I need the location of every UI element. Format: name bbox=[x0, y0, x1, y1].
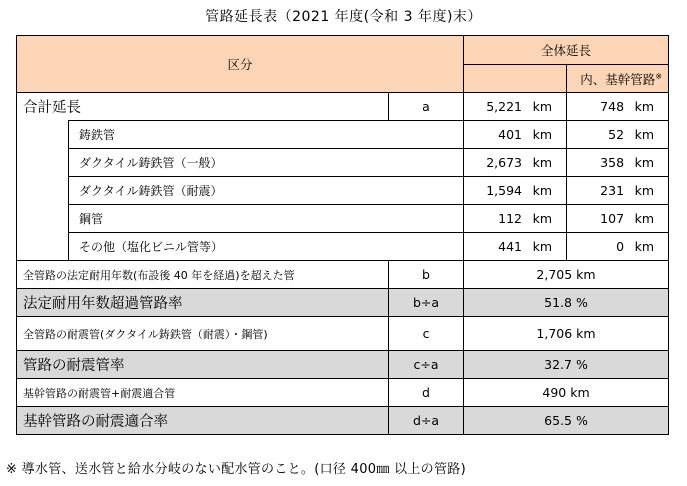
metric-value: 65.5 % bbox=[464, 407, 669, 435]
metric-code: c÷a bbox=[389, 351, 464, 379]
header-row bbox=[17, 36, 669, 65]
total-length-cell: 5,221 km bbox=[464, 93, 567, 121]
row-label: その他（塩化ビニル管等） bbox=[69, 233, 464, 261]
pipeline-length-table bbox=[16, 35, 669, 435]
table-row bbox=[17, 205, 669, 233]
table-row bbox=[17, 177, 669, 205]
trunk-length-cell: 748 km bbox=[567, 93, 669, 121]
metric-code: d÷a bbox=[389, 407, 464, 435]
indent-cell bbox=[17, 149, 69, 177]
row-label: 鋳鉄管 bbox=[69, 121, 464, 149]
metric-value: 1,706 km bbox=[464, 317, 669, 351]
metric-row bbox=[17, 289, 669, 317]
header-blank-cell bbox=[464, 65, 567, 93]
metric-value: 490 km bbox=[464, 379, 669, 407]
metric-row bbox=[17, 407, 669, 435]
table-row bbox=[17, 121, 669, 149]
row-label: ダクタイル鋳鉄管（耐震） bbox=[69, 177, 464, 205]
metric-value: 51.8 % bbox=[464, 289, 669, 317]
metric-row bbox=[17, 379, 669, 407]
table-row bbox=[17, 233, 669, 261]
metric-code: b÷a bbox=[389, 289, 464, 317]
metric-code: c bbox=[389, 317, 464, 351]
trunk-length-cell: 0 km bbox=[567, 233, 669, 261]
trunk-length-cell: 52 km bbox=[567, 121, 669, 149]
header-total-length: 全体延長 bbox=[464, 36, 669, 65]
indent-cell bbox=[17, 205, 69, 233]
indent-cell bbox=[17, 177, 69, 205]
row-code: a bbox=[389, 93, 464, 121]
metric-code: d bbox=[389, 379, 464, 407]
metric-label: 管路の耐震管率 bbox=[17, 351, 389, 379]
trunk-length-cell: 107 km bbox=[567, 205, 669, 233]
metric-label: 全管路の法定耐用年数(布設後 40 年を経過)を超えた管 bbox=[17, 261, 389, 289]
note-mark: ※ bbox=[655, 71, 663, 81]
table-title: 管路延長表（2021 年度(令和 3 年度)末） bbox=[205, 9, 482, 25]
metric-label: 基幹管路の耐震適合率 bbox=[17, 407, 389, 435]
metric-value: 32.7 % bbox=[464, 351, 669, 379]
metric-row bbox=[17, 317, 669, 351]
row-label: 合計延長 bbox=[17, 93, 389, 121]
row-label: 鋼管 bbox=[69, 205, 464, 233]
footnote: ※ 導水管、送水管と給水分岐のない配水管のこと。(口径 400㎜ 以上の管路) bbox=[6, 462, 466, 477]
trunk-length-cell: 358 km bbox=[567, 149, 669, 177]
indent-cell bbox=[17, 233, 69, 261]
metric-value: 2,705 km bbox=[464, 261, 669, 289]
total-length-cell: 401 km bbox=[464, 121, 567, 149]
indent-cell bbox=[17, 121, 69, 149]
total-length-cell: 2,673 km bbox=[464, 149, 567, 177]
metric-label: 全管路の耐震管(ダクタイル鋳鉄管（耐震）・鋼管) bbox=[17, 317, 389, 351]
metric-row bbox=[17, 261, 669, 289]
metric-label: 法定耐用年数超過管路率 bbox=[17, 289, 389, 317]
trunk-length-cell: 231 km bbox=[567, 177, 669, 205]
metric-label: 基幹管路の耐震管+耐震適合管 bbox=[17, 379, 389, 407]
metric-row bbox=[17, 351, 669, 379]
total-length-cell: 1,594 km bbox=[464, 177, 567, 205]
metric-code: b bbox=[389, 261, 464, 289]
total-length-cell: 112 km bbox=[464, 205, 567, 233]
total-length-cell: 441 km bbox=[464, 233, 567, 261]
table-row bbox=[17, 149, 669, 177]
header-trunk-length: 内、基幹管路※ bbox=[567, 65, 669, 93]
row-label: ダクタイル鋳鉄管（一般） bbox=[69, 149, 464, 177]
header-category: 区分 bbox=[17, 36, 464, 93]
table-row bbox=[17, 93, 669, 121]
